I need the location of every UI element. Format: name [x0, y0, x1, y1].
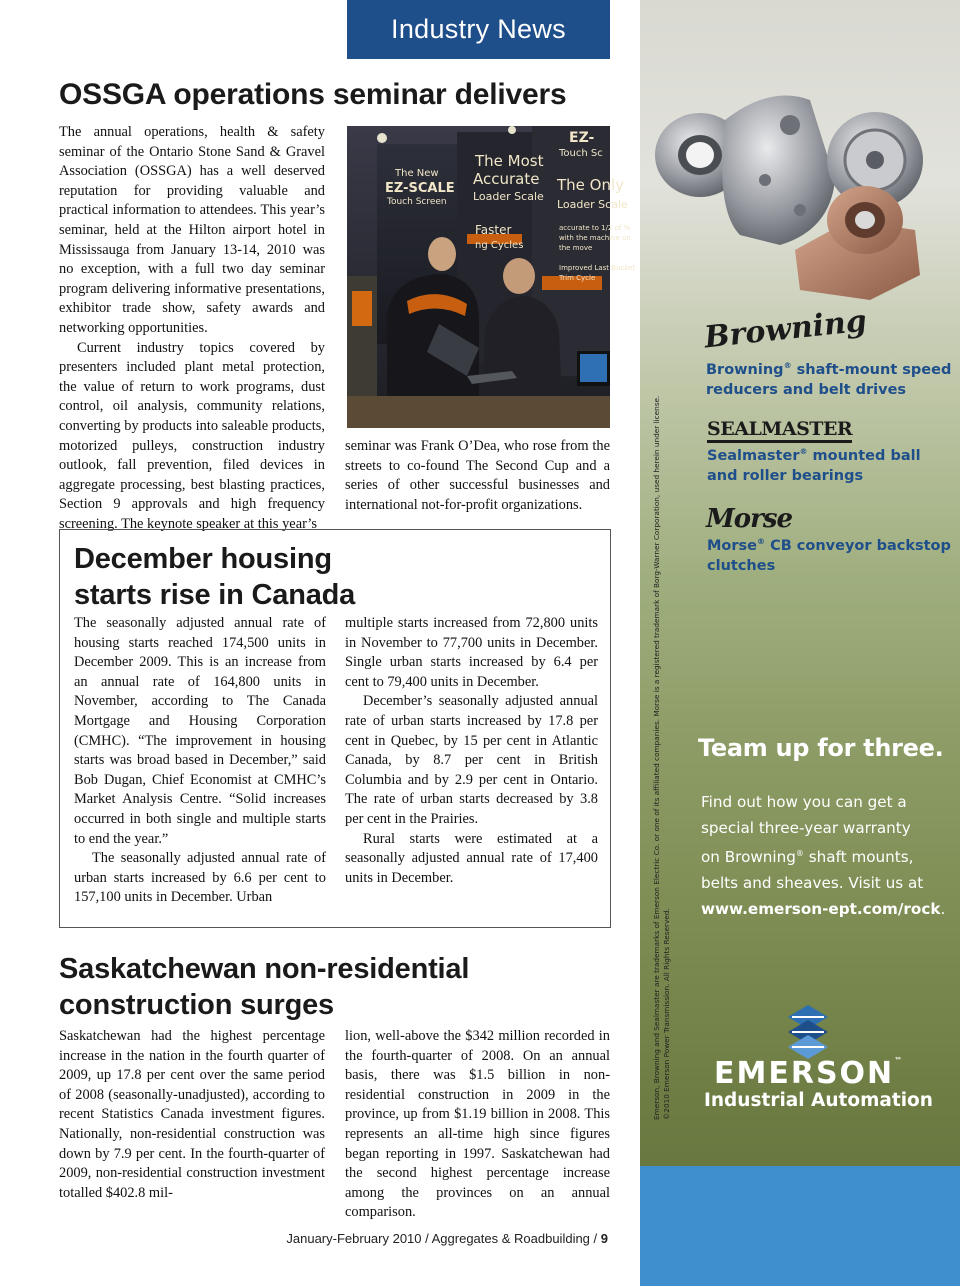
- ad-copy-line: .: [940, 900, 946, 919]
- housing-headline-line: December housing: [74, 543, 332, 575]
- emerson-wordmark: [714, 1056, 904, 1091]
- ossga-paragraph: The annual operations, health & safety seminar of the Ontario Stone Sand & Gravel Association (OSSGA) has a well deserved reputation for providing valuable and practical information to attendees. This year’s seminar, held at the Hilton airport hotel in Mississauga from January 13-14, 2010 was no exception, with a full two day seminar program delivering informative presentations, exhibitor trade show, safety awards and networking opportunities.: [59, 124, 325, 336]
- sign-text: Loader Scale: [557, 198, 628, 211]
- ad-headline: Team up for three.: [698, 734, 944, 762]
- ad-copy-line: belts and sheaves. Visit us at: [701, 874, 924, 893]
- emerson-division: Industrial Automation: [704, 1090, 933, 1111]
- sask-column-1: [59, 1027, 325, 1203]
- sask-headline-line: Saskatchewan non-residential: [59, 953, 470, 985]
- sign-text: ng Cycles: [475, 240, 524, 251]
- ossga-headline: OSSGA operations seminar delivers: [59, 78, 567, 111]
- page-number: 9: [600, 1231, 608, 1246]
- browning-description: [706, 356, 951, 400]
- trade-show-photo-image: [347, 126, 636, 428]
- section-title: Industry News: [391, 14, 566, 44]
- ossga-column-1: [59, 123, 325, 534]
- emerson-logo-mark-icon: [788, 1005, 828, 1059]
- ad-website-link[interactable]: www.emerson-ept.com/rock: [701, 900, 941, 919]
- housing-paragraph: The seasonally adjusted annual rate of urban starts increased by 6.6 per cent to 157,100 units in December. Urban: [74, 850, 326, 906]
- sign-text: The Only: [557, 176, 625, 194]
- sask-column-2: [345, 1027, 610, 1223]
- morse-logo: Morse: [706, 504, 792, 534]
- housing-paragraph: multiple starts increased from 72,800 units in November to 77,700 units in December. Single urban starts increased by 6.4 per cent to 79,400 units in December.: [345, 615, 598, 690]
- sask-paragraph: lion, well-above the $342 million recorded in the fourth-quarter of 2008. On an annual basis, there was $1.5 billion in non-residential construction in 2009 in the province, up from $1.19 billion in 2008. This represents an all-time high since figures began reporting in 1997. Saskatchewan had the second highest percentage increase among the provinces on an annual comparison.: [345, 1028, 610, 1221]
- housing-headline-line: starts rise in Canada: [74, 579, 356, 611]
- ossga-paragraph: Current industry topics covered by presenters included plant metal protection, the value of return to work programs, dust control, oil analysis, community relations, converting by products into saleable products, motorized pulleys, construction industry outlook, fall prevention, filed devices in aggregate processing, best blasting practices, Section 9 approvals and high frequency screening. The keynote speaker at this year’s: [59, 339, 325, 532]
- housing-headline: [74, 541, 355, 613]
- sealmaster-description: [707, 442, 921, 486]
- sask-headline-line: construction surges: [59, 989, 334, 1021]
- legal-line: Emerson, Browning and Sealmaster are trademarks of Emerson Electric Co. or one of its affiliated companies. Morse is a registered trademark of Borg-Warner Corporation, used herein under license.: [652, 395, 661, 1120]
- morse-description: [707, 532, 951, 576]
- sign-text: Touch Screen: [387, 197, 447, 207]
- housing-paragraph: The seasonally adjusted annual rate of housing starts reached 174,500 units in December 2009. This is an increase from an annual rate of 164,800 units in November, according to The Canada Mortgage and Housing Corporation (CMHC). “The improvement in housing starts was broad based in December,” said Bob Dugan, Chief Economist at CMHC’s Market Analysis Centre. “Solid increases occurred in both single and multiple starts to end the year.”: [74, 615, 326, 847]
- brand-text: CB conveyor backstop: [765, 537, 951, 554]
- registered-mark: ®: [799, 447, 808, 456]
- issue-line: January-February 2010 / Aggregates & Roadbuilding /: [286, 1231, 601, 1246]
- brand-text: clutches: [707, 557, 776, 574]
- brand-text: Morse: [707, 537, 758, 554]
- ossga-column-2: [345, 437, 610, 515]
- housing-paragraph: Rural starts were estimated at a seasonally adjusted annual rate of 17,400 units in December.: [345, 830, 598, 886]
- ossga-paragraph: seminar was Frank O’Dea, who rose from the streets to co-found The Second Cup and a series of other successful businesses and international not-for-profit organizations.: [345, 438, 610, 513]
- ad-copy-line: special three-year warranty: [701, 819, 911, 837]
- ad-copy-line: Find out how you can get a: [701, 793, 907, 811]
- sign-text: with the machine on: [559, 234, 631, 242]
- legal-line: ©2010 Emerson Power Transmission. All Rights Reserved.: [662, 908, 671, 1120]
- housing-column-1: [74, 614, 326, 908]
- sign-text: Improved Last Bucket: [559, 264, 636, 272]
- emerson-name: EMERSON: [714, 1056, 895, 1091]
- trade-show-photo: [347, 126, 636, 428]
- legal-disclaimer: [652, 395, 672, 1120]
- brand-text: and roller bearings: [707, 467, 864, 484]
- sign-text: Faster: [475, 223, 512, 237]
- brand-text: reducers and belt drives: [706, 381, 907, 398]
- trademark-symbol: ™: [894, 1056, 905, 1065]
- registered-mark: ®: [783, 361, 792, 370]
- housing-column-2: [345, 614, 598, 888]
- brand-text: shaft-mount speed: [791, 361, 952, 378]
- registered-mark: ®: [757, 537, 766, 546]
- sign-text: Accurate: [473, 170, 540, 188]
- ad-copy-line: on Browning: [701, 848, 796, 867]
- section-banner: [347, 0, 610, 59]
- brand-text: Sealmaster: [707, 447, 800, 464]
- ad-copy-line: shaft mounts,: [803, 848, 914, 867]
- ad-bottom-band: [640, 1166, 960, 1286]
- sask-paragraph: Saskatchewan had the highest percentage increase in the nation in the fourth quarter of 2009, up 17.8 per cent over the same period of 2008 (seasonally-unadjusted), according to recent Statistics Canada investment figures. Nationally, non-residential construction was down by 7.9 per cent. In the fourth-quarter of 2009, non-residential construction investment totalled $402.8 mil-: [59, 1028, 325, 1201]
- sign-text: accurate to 1/2 of %: [559, 224, 631, 232]
- sealmaster-logo: SEALMASTER: [707, 418, 852, 443]
- brand-text: mounted ball: [807, 447, 921, 464]
- sign-text: the move: [559, 244, 593, 252]
- brand-text: Browning: [706, 361, 784, 378]
- sign-text: Loader Scale: [473, 190, 544, 203]
- ad-body-copy: [701, 789, 951, 922]
- housing-paragraph: December’s seasonally adjusted annual rate of urban starts increased by 17.8 per cent in Quebec, by 15 per cent in Atlantic Canada, by 8.7 per cent in British Columbia and by 2.9 per cent in Ontario. The rate of urban starts decreased by 3.8 per cent in the Prairies.: [345, 693, 598, 827]
- sask-headline: [59, 951, 469, 1023]
- browning-logo: Browning: [702, 303, 869, 356]
- sign-text: EZ-: [569, 130, 595, 146]
- sign-text: The New: [395, 168, 439, 179]
- emerson-advertisement[interactable]: [640, 0, 960, 1286]
- registered-mark: ®: [795, 849, 804, 858]
- sign-text: The Most: [475, 152, 544, 170]
- page-folio: [200, 1231, 608, 1246]
- sign-text: Touch Sc: [559, 148, 603, 159]
- sign-text: Trim Cycle: [559, 274, 596, 282]
- sign-text: EZ-SCALE: [385, 181, 455, 196]
